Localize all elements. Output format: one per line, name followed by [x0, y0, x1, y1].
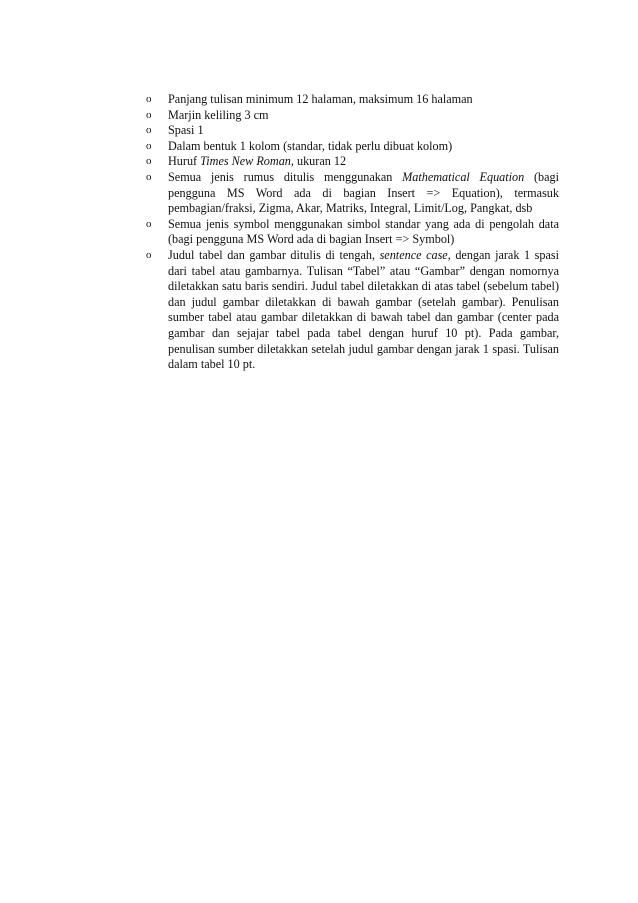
list-item-text: dengan jarak 1 spasi dari tabel atau gambarnya. Tulisan “Tabel” atau “Gambar” dengan nomornya diletakkan satu baris sendiri. Judul tabel diletakkan di atas tabel (sebelum tabel) dan judul gambar diletakkan di bawah gambar (setelah gambar). Penulisan sumber tabel atau gambar diletakkan di bawah tabel dan gambar (center pada gambar dan sejajar tabel pada tabel dengan huruf 10 pt). Pada gambar, penulisan sumber diletakkan setelah judul gambar dengan jarak 1 spasi. Tulisan dalam tabel 10 pt. [168, 247, 559, 372]
bullet-icon: o [146, 217, 152, 230]
bullet-icon: o [146, 155, 152, 168]
list-item [145, 108, 559, 124]
list-item [145, 248, 559, 373]
bullet-icon: o [146, 248, 152, 261]
list-item-text: Panjang tulisan minimum 12 halaman, maksimum 16 halaman [168, 92, 473, 106]
bullet-icon: o [146, 139, 152, 152]
list-item-text: Spasi 1 [168, 123, 204, 138]
list-item [145, 92, 559, 108]
list-item-text: , ukuran 12 [290, 154, 347, 169]
list-item [145, 123, 559, 139]
list-item [145, 217, 559, 248]
list-item-text: Semua jenis symbol menggunakan simbol standar yang ada di pengolah data (bagi pengguna MS Word ada di bagian Insert => Symbol) [168, 216, 559, 247]
bullet-icon: o [146, 108, 152, 121]
list-item-italic-text: Times New Roman [200, 154, 291, 169]
list-item-text: (bagi pengguna MS Word ada di bagian Insert => Equation), termasuk pembagian/fraksi, Zigma, Akar, Matriks, Integral, Limit/Log, Pangkat, dsb [168, 169, 559, 216]
list-item [145, 139, 559, 155]
bullet-icon: o [146, 93, 152, 105]
list-item-italic-text: sentence case, [379, 247, 451, 262]
requirements-list [145, 92, 559, 373]
list-item [145, 170, 559, 217]
list-item-text: Huruf [168, 154, 201, 169]
bullet-icon: o [146, 124, 152, 137]
list-item-text: Judul tabel dan gambar ditulis di tengah, [168, 247, 380, 262]
list-item-italic-text: Mathematical Equation [402, 169, 525, 184]
list-item [145, 154, 559, 170]
list-item-text: Semua jenis rumus ditulis menggunakan [168, 169, 403, 184]
list-item-text: Dalam bentuk 1 kolom (standar, tidak perlu dibuat kolom) [168, 138, 453, 153]
list-item-text: Marjin keliling 3 cm [168, 107, 269, 122]
bullet-icon: o [146, 170, 152, 183]
